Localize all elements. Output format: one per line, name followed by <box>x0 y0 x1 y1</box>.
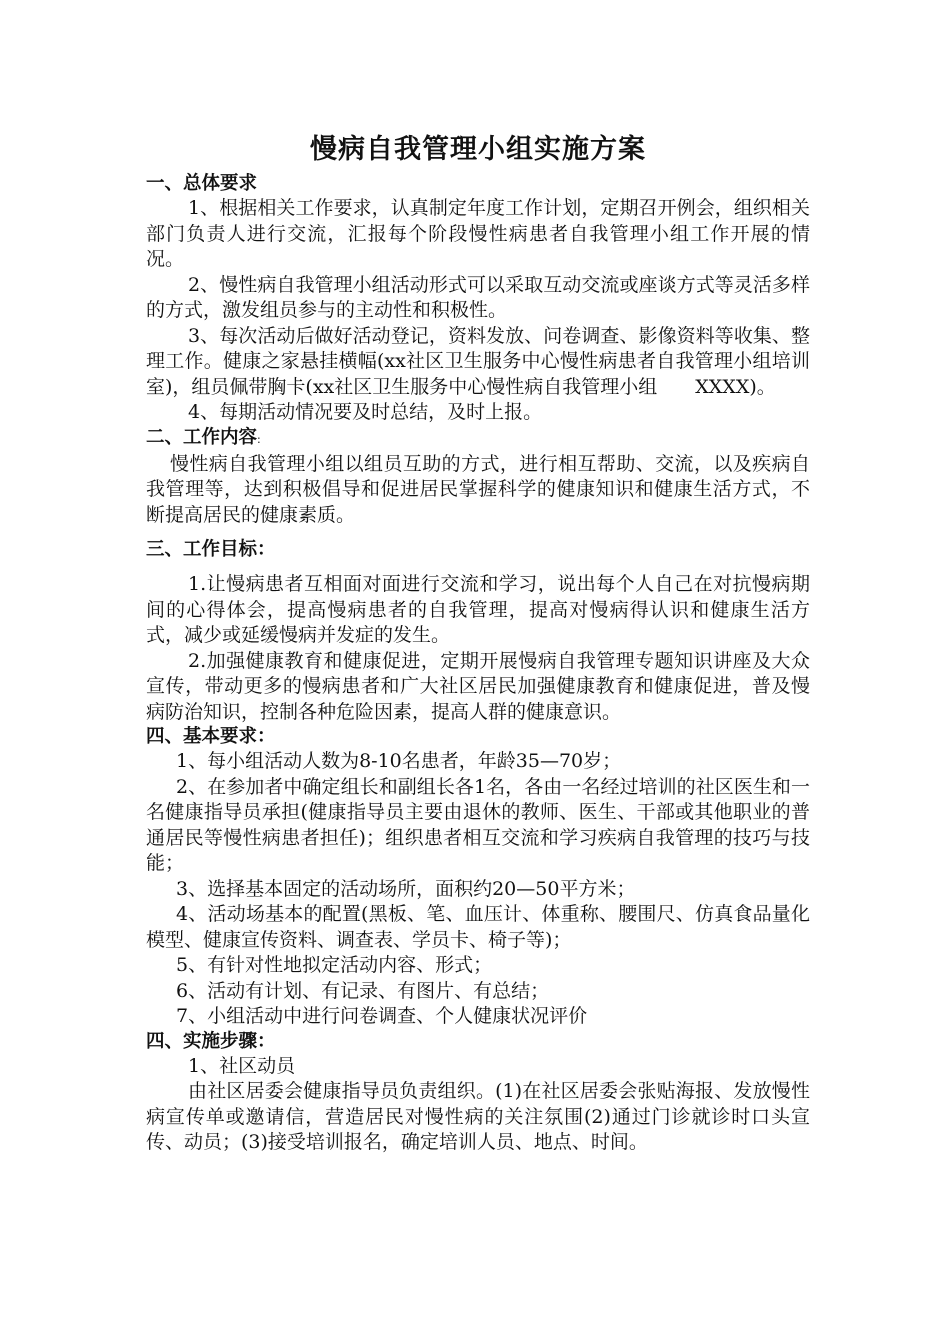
section-heading-basic-requirements: 四、基本要求： <box>146 726 276 747</box>
paragraph: 5、有针对性地拟定活动内容、形式； <box>176 954 493 976</box>
paragraph: 4、活动场基本的配置(黑板、笔、血压计、体重称、腰围尺、仿真食品量化模型、健康宣传资料、调查表、学员卡、椅子等)； <box>146 903 810 951</box>
paragraph: 慢性病自我管理小组以组员互助的方式，进行相互帮助、交流，以及疾病自我管理等，达到积极倡导和促进居民掌握科学的健康知识和健康生活方式，不断提高居民的健康素质。 <box>146 452 810 526</box>
paragraph: 1.让慢病患者互相面对面进行交流和学习，说出每个人自己在对抗慢病期间的心得体会，提高慢病患者的自我管理，提高对慢病得认识和健康生活方式，减少或延缓慢病并发症的发生。 <box>146 573 810 646</box>
paragraph: 2.加强健康教育和健康促进，定期开展慢病自我管理专题知识讲座及大众宣传，带动更多的慢病患者和广大社区居民加强健康教育和健康促进，普及慢病防治知识，控制各种危险因素，提高人群的健康意识。 <box>146 649 810 723</box>
paragraph: 1、每小组活动人数为8-10名患者，年龄35—70岁； <box>176 750 622 772</box>
paragraph: 2、慢性病自我管理小组活动形式可以采取互动交流或座谈方式等灵活多样的方式，激发组员参与的主动性和积极性。 <box>146 273 810 321</box>
paragraph: 3、选择基本固定的活动场所，面积约20—50平方米； <box>176 877 636 900</box>
paragraph: 3、每次活动后做好活动登记，资料发放、问卷调查、影像资料等收集、整理工作。健康之家悬挂横幅(xx社区卫生服务中心慢性病患者自我管理小组培训室)，组员佩带胸卡(xx社区卫生服务中心慢性病自我管理小组 XXXX)。 <box>146 324 810 398</box>
paragraph: 7、小组活动中进行问卷调查、个人健康状况评价 <box>176 1005 588 1027</box>
document-title: 慢病自我管理小组实施方案 <box>310 134 646 165</box>
paragraph: 1、社区动员 <box>188 1054 296 1077</box>
section-heading-general-requirements: 一、总体要求 <box>146 173 258 194</box>
paragraph: 2、在参加者中确定组长和副组长各1名，各由一名经过培训的社区医生和一名健康指导员承担(健康指导员主要由退休的教师、医生、干部或其他职业的普通居民等慢性病患者担任)；组织患者相互交流和学习疾病自我管理的技巧与技能； <box>146 775 810 874</box>
paragraph: 6、活动有计划、有记录、有图片、有总结； <box>176 979 550 1002</box>
section-heading-implementation-steps: 四、实施步骤： <box>146 1030 276 1052</box>
paragraph: 由社区居委会健康指导员负责组织。(1)在社区居委会张贴海报、发放慢性病宣传单或邀请信，营造居民对慢性病的关注氛围(2)通过门诊就诊时口头宣传、动员；(3)接受培训报名，确定培训人员、地点、时间。 <box>146 1080 810 1153</box>
section-heading-work-goals: 三、工作目标： <box>146 539 276 560</box>
section-heading-work-content <box>146 426 810 452</box>
paragraph: 1、根据相关工作要求，认真制定年度工作计划，定期召开例会，组织相关部门负责人进行交流，汇报每个阶段慢性病患者自我管理小组工作开展的情况。 <box>146 197 810 270</box>
section-heading-text: 二、工作内容 <box>146 426 258 448</box>
paragraph: 4、每期活动情况要及时总结，及时上报。 <box>188 401 543 423</box>
section-heading-tail: : <box>257 432 261 446</box>
